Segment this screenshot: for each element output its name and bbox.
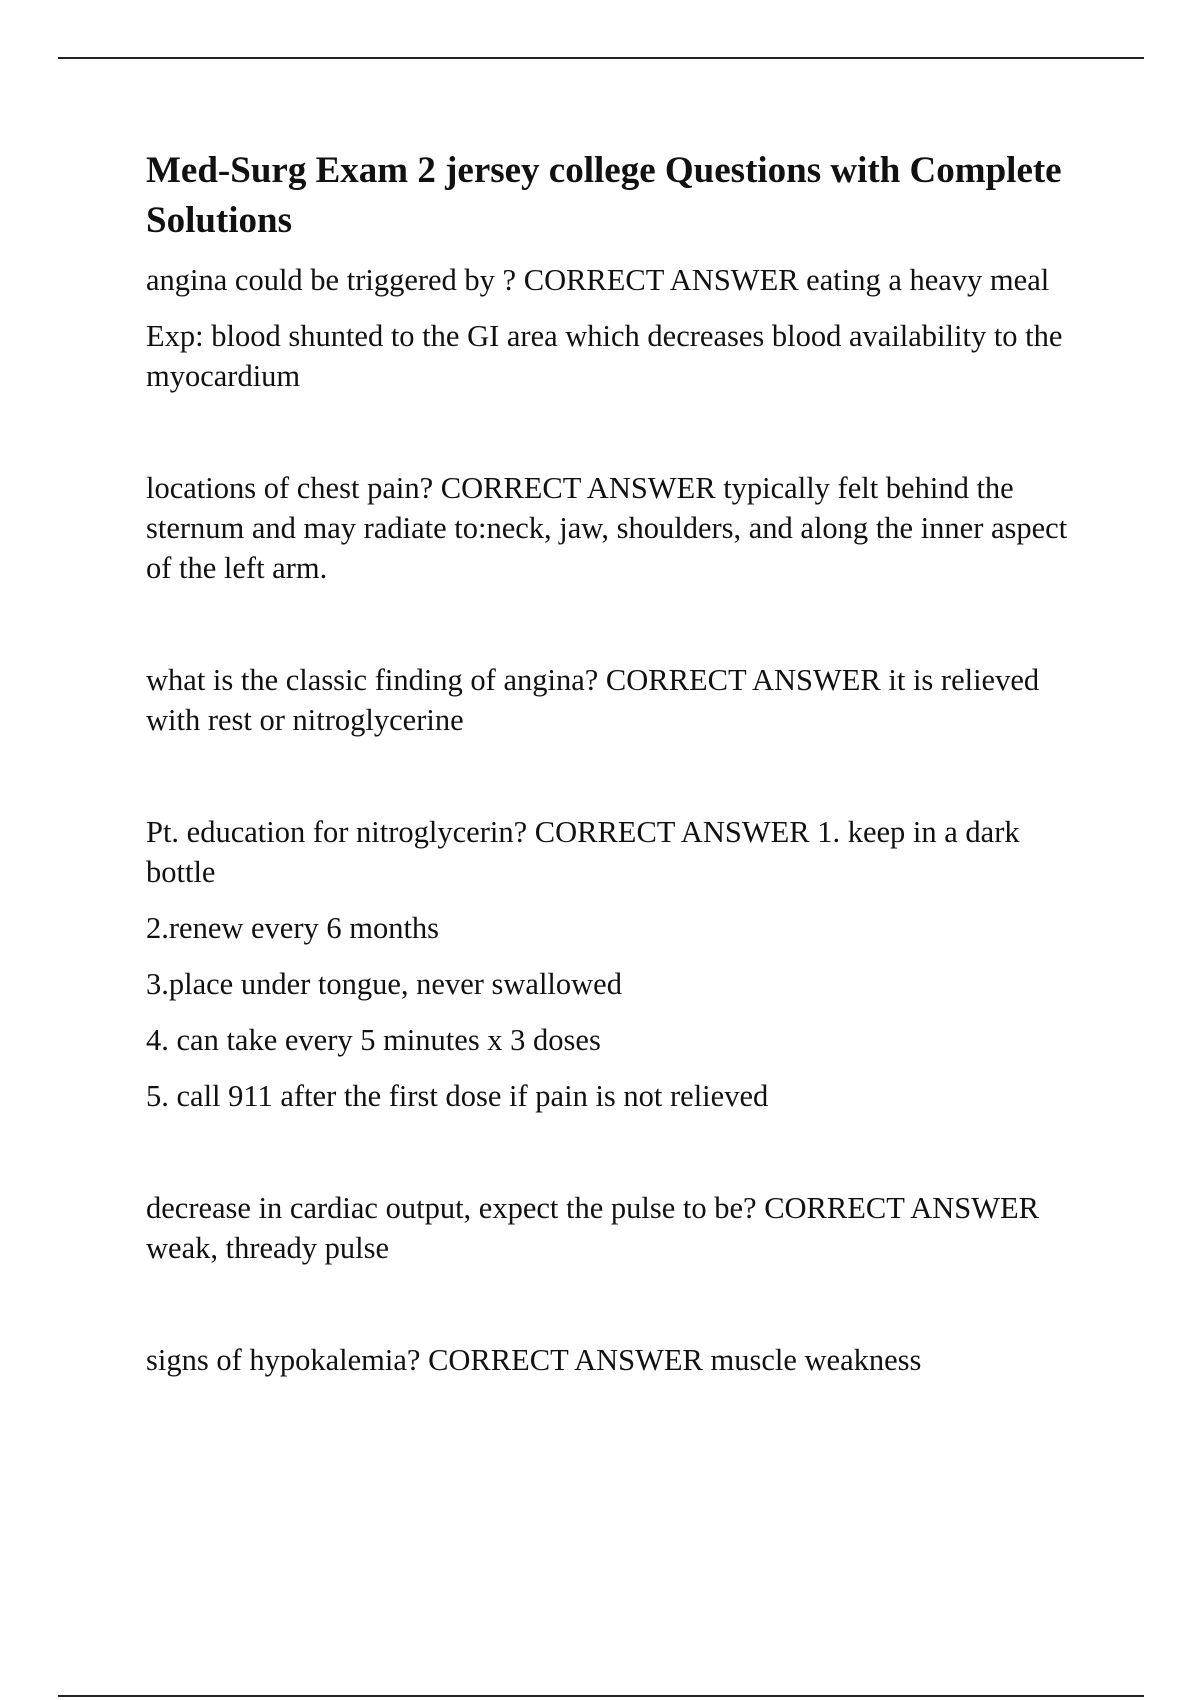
document-body [146,146,1086,1380]
entry-nitro-step-3: 3.place under tongue, never swallowed [146,967,622,1001]
entry-nitroglycerin-education: Pt. education for nitroglycerin? CORRECT ANSWER 1. keep in a dark bottle [146,815,1020,889]
entry-angina-classic-finding: what is the classic finding of angina? CORRECT ANSWER it is relieved with rest or nitroglycerine [146,663,1040,737]
entry-nitro-step-4: 4. can take every 5 minutes x 3 doses [146,1023,601,1057]
top-rule [58,57,1144,59]
bottom-rule [58,1695,1144,1697]
entry-hypokalemia-signs: signs of hypokalemia? CORRECT ANSWER muscle weakness [146,1343,922,1377]
entry-angina-explanation: Exp: blood shunted to the GI area which decreases blood availability to the myocardium [146,319,1063,393]
entry-nitro-step-2: 2.renew every 6 months [146,911,440,945]
entry-chest-pain-locations: locations of chest pain? CORRECT ANSWER typically felt behind the sternum and may radiate to:neck, jaw, shoulders, and along the inner aspect of the left arm. [146,471,1068,585]
document-title: Med-Surg Exam 2 jersey college Questions with Complete Solutions [146,150,1062,241]
entry-nitro-step-5: 5. call 911 after the first dose if pain is not relieved [146,1079,769,1113]
entry-cardiac-output-pulse: decrease in cardiac output, expect the pulse to be? CORRECT ANSWER weak, thready pulse [146,1191,1040,1265]
entry-angina-trigger: angina could be triggered by ? CORRECT ANSWER eating a heavy meal [146,263,1050,297]
